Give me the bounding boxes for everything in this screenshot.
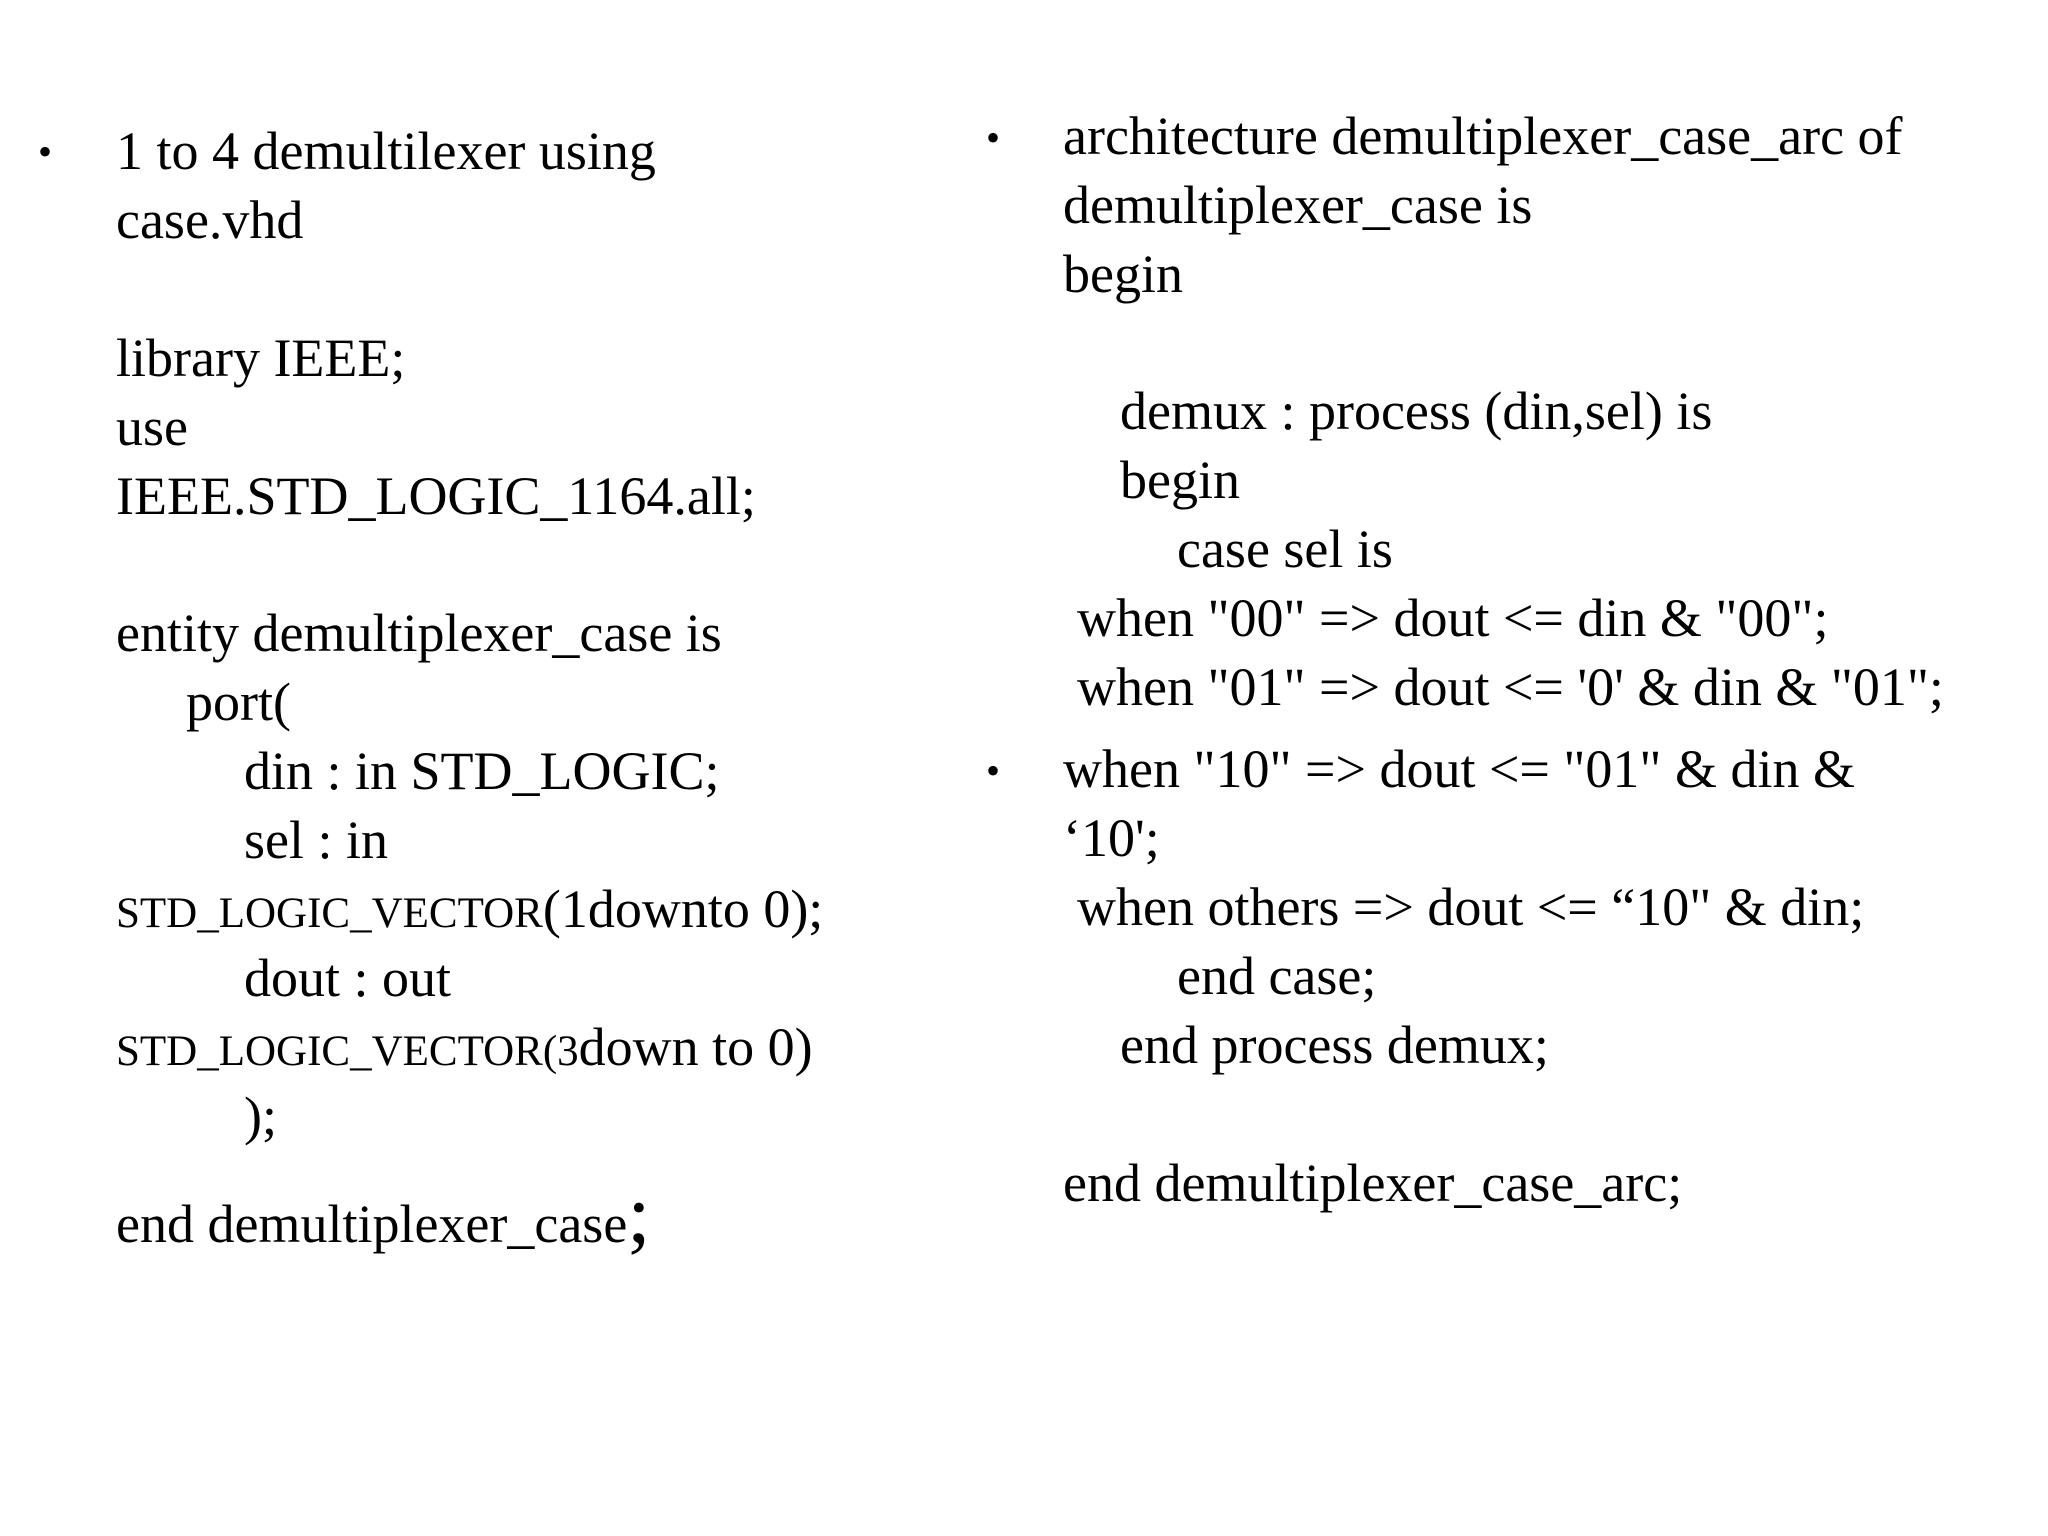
title-line-1: 1 to 4 demultilexer using (116, 121, 656, 181)
code-end-arch: end demultiplexer_case_arc; (1063, 1153, 1683, 1213)
code-when-00: when "00" => dout <= din & "00"; (1077, 588, 1829, 648)
code-port: port( (186, 672, 291, 732)
dout-type-rest: down to 0) (578, 1017, 813, 1077)
code-case: case sel is (1177, 519, 1393, 579)
end-entity-text: end demultiplexer_case (116, 1194, 628, 1254)
code-begin: begin (1063, 244, 1183, 304)
code-sel-type (116, 879, 824, 939)
code-dout: dout : out (244, 948, 452, 1008)
dout-type-prefix: STD_LOGIC_VECTOR(3 (116, 1028, 579, 1075)
end-entity-semicolon: ; (627, 1168, 651, 1261)
code-end-case: end case; (1177, 946, 1377, 1006)
code-process-begin: begin (1120, 450, 1240, 510)
code-ieee-all: IEEE.STD_LOGIC_1164.all; (116, 466, 756, 526)
bullet-right-2: • (986, 748, 1001, 793)
code-when-10-line-2: ‘10'; (1063, 808, 1160, 868)
code-when-others: when others => dout <= “10" & din; (1077, 877, 1865, 937)
code-arch-line-1: architecture demultiplexer_case_arc of (1063, 106, 1903, 166)
code-arch-line-2: demultiplexer_case is (1063, 175, 1533, 235)
code-process: demux : process (din,sel) is (1120, 381, 1713, 441)
bullet-right-1: • (986, 115, 1001, 160)
code-end-entity (116, 1168, 651, 1261)
code-din: din : in STD_LOGIC; (244, 741, 720, 801)
code-when-10-line-1: when "10" => dout <= "01" & din & (1063, 739, 1855, 799)
code-entity: entity demultiplexer_case is (116, 603, 722, 663)
code-when-01: when "01" => dout <= '0' & din & "01"; (1077, 657, 1944, 717)
sel-type-rest: (1downto 0); (542, 879, 824, 939)
code-use: use (116, 397, 188, 457)
code-end-process: end process demux; (1120, 1015, 1549, 1075)
code-sel: sel : in (244, 810, 388, 870)
title-line-2: case.vhd (116, 190, 304, 250)
code-library: library IEEE; (116, 328, 406, 388)
sel-type-prefix: STD_LOGIC_VECTOR (116, 890, 543, 937)
code-dout-type (116, 1017, 813, 1077)
code-port-close: ); (244, 1086, 277, 1146)
bullet-left: • (38, 129, 53, 174)
